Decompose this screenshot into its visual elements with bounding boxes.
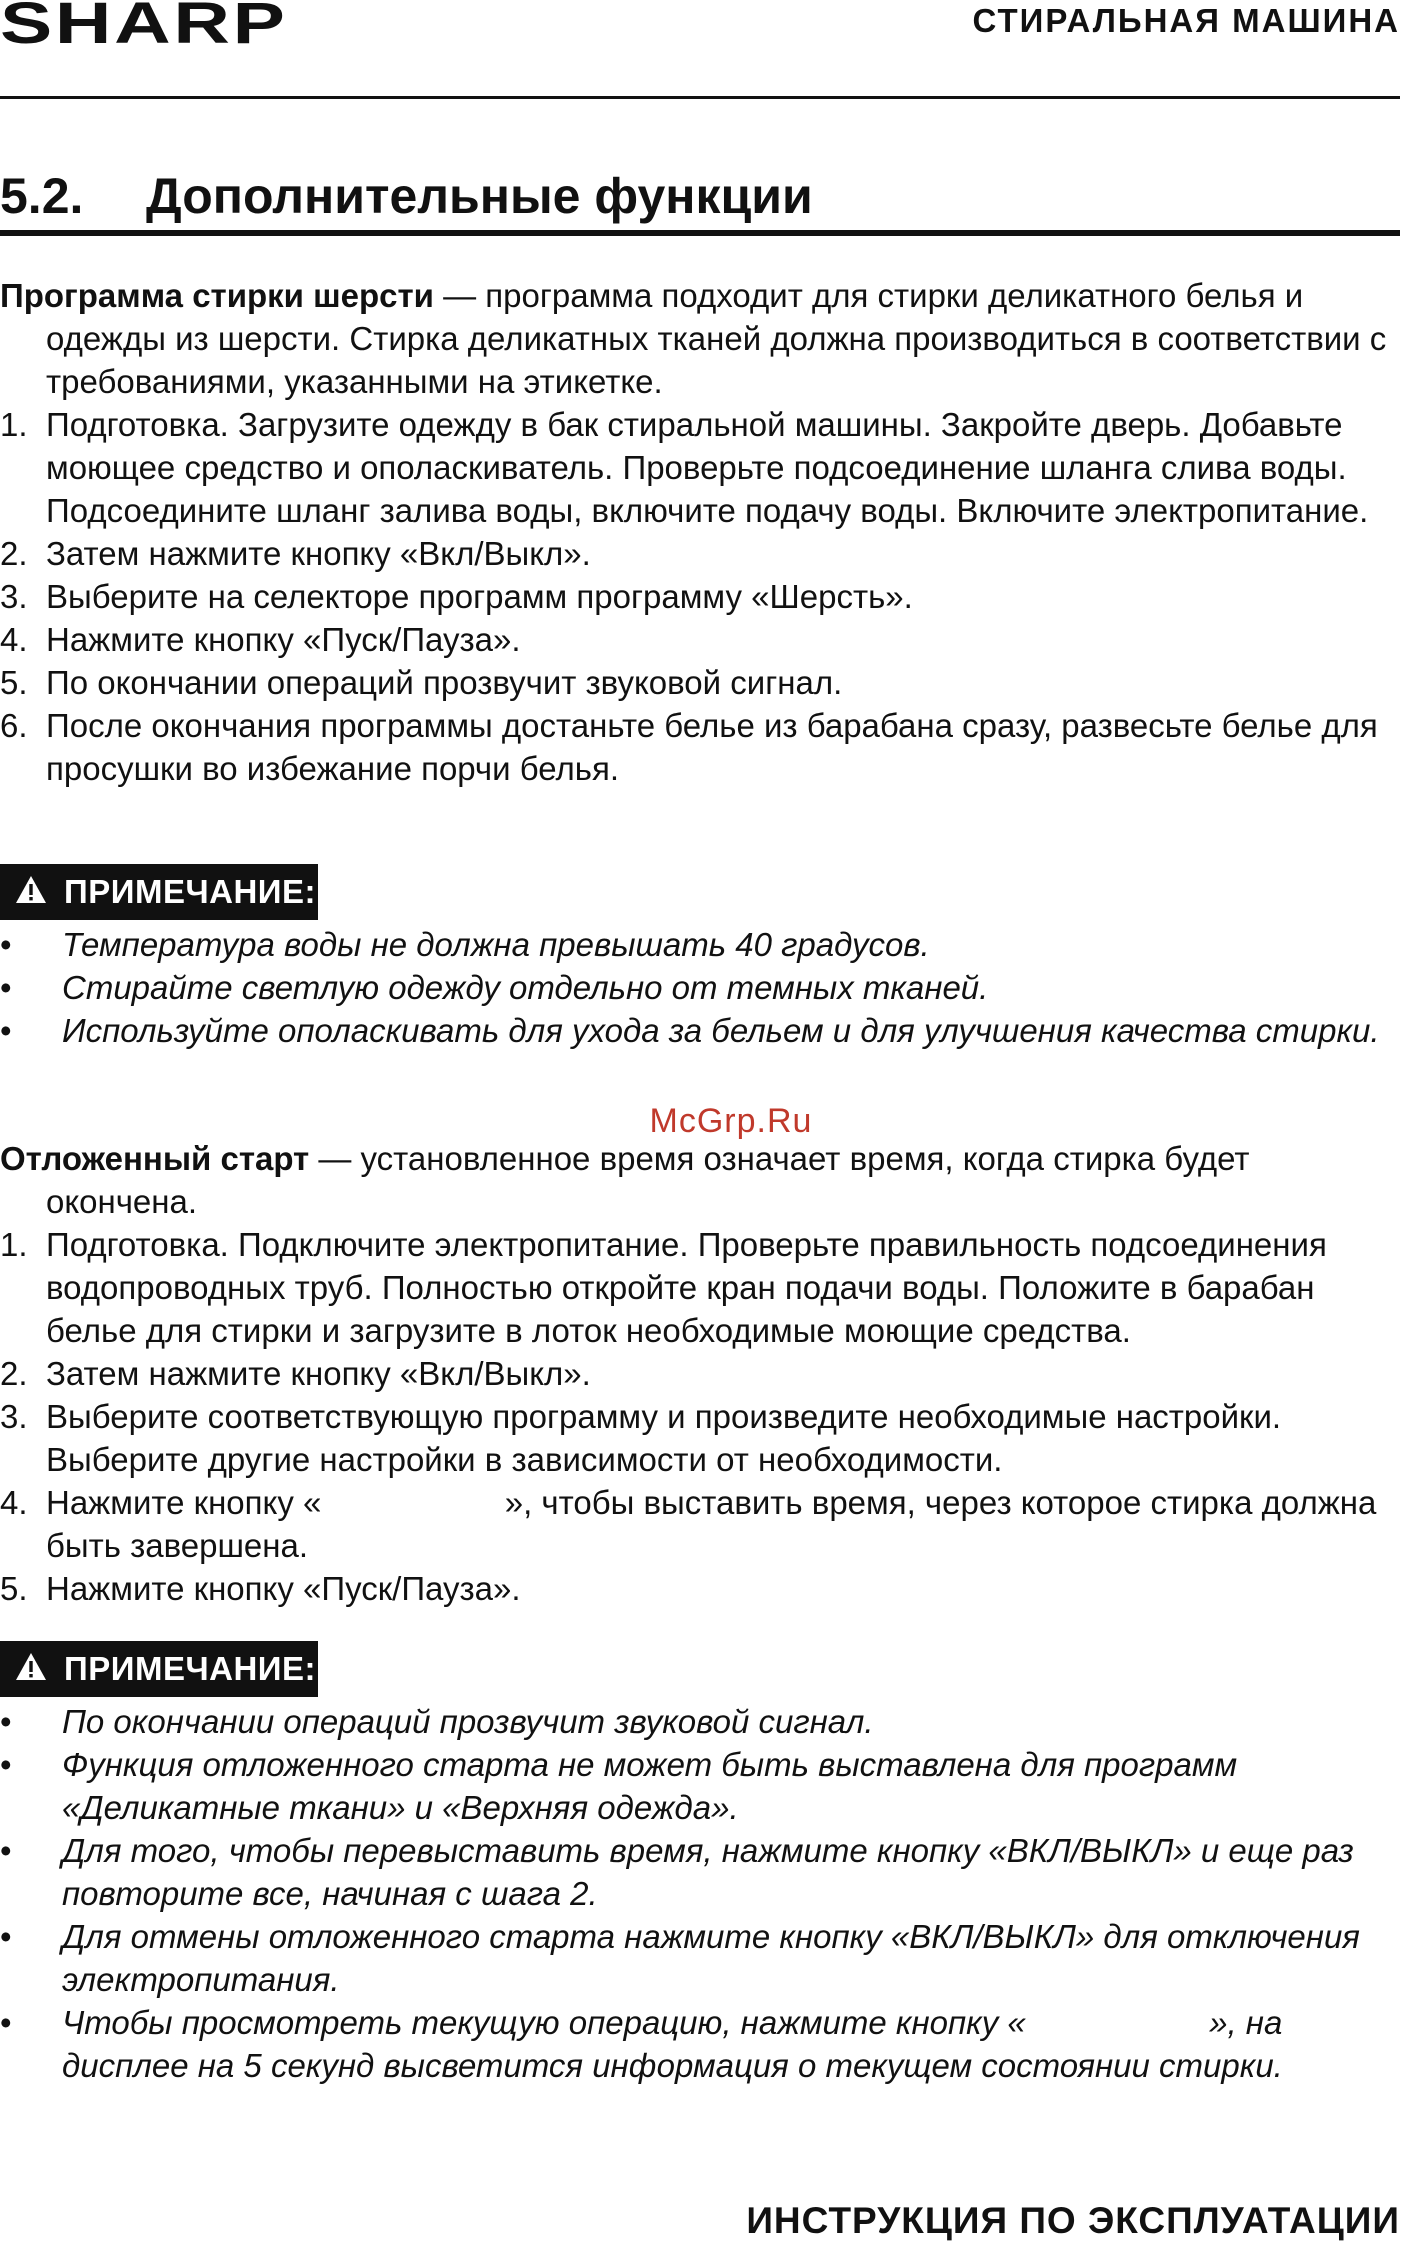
- bullet-icon: •: [0, 1918, 12, 1955]
- bullet-icon: •: [0, 926, 12, 963]
- watermark-text: McGrp.Ru: [649, 1102, 813, 1140]
- section-title: [0, 166, 1400, 236]
- step-text: После окончания программы достаньте белье из барабана сразу, развесьте белье для просушки во избежание порчи белья.: [46, 707, 1387, 787]
- note-text: Для того, чтобы перевыставить время, нажмите кнопку «ВКЛ/ВЫКЛ» и еще раз повторите все, начиная с шага 2.: [62, 1832, 1363, 1912]
- step-text: Подготовка. Подключите электропитание. Проверьте правильность подсоединения водопроводных труб. Полностью откройте кран подачи воды. Положите в барабан белье для стирки и загрузите в лоток необходимые моющие средства.: [46, 1226, 1336, 1349]
- wool-term: Программа стирки шерсти: [0, 277, 434, 314]
- delay-description: — установленное время означает время, когда стирка будет окончена.: [46, 1140, 1250, 1220]
- header-divider: [0, 96, 1400, 99]
- step-item: [0, 1223, 1400, 1352]
- delay-term: Отложенный старт: [0, 1140, 310, 1177]
- step-number: 3.: [0, 578, 28, 615]
- wool-notes: [0, 923, 1400, 1052]
- bullet-icon: •: [0, 2004, 12, 2041]
- note-text: Стирайте светлую одежду отдельно от темных тканей.: [62, 969, 989, 1006]
- note-label: ПРИМЕЧАНИЕ:: [64, 873, 317, 910]
- bullet-icon: •: [0, 1832, 12, 1869]
- step-item: [0, 704, 1400, 790]
- wool-intro: [0, 274, 1400, 403]
- step-number: 4.: [0, 621, 28, 658]
- step-item: [0, 1352, 1400, 1395]
- step-number: 4.: [0, 1484, 28, 1521]
- note-item: [0, 1915, 1400, 2001]
- step-number: 1.: [0, 1226, 28, 1263]
- note-text: Для отмены отложенного старта нажмите кнопку «ВКЛ/ВЫКЛ» для отключения электропитания.: [62, 1918, 1370, 1998]
- step-text: Нажмите кнопку «Пуск/Пауза».: [46, 1570, 521, 1607]
- step-text: Выберите соответствующую программу и произведите необходимые настройки. Выберите другие настройки в зависимости от необходимости.: [46, 1398, 1291, 1478]
- document-type-heading: СТИРАЛЬНАЯ МАШИНА: [972, 2, 1400, 39]
- brand-logo: SHARP: [0, 0, 288, 56]
- note-text: Используйте ополаскивать для ухода за бельем и для улучшения качества стирки.: [62, 1012, 1380, 1049]
- step-text: Нажмите кнопку «Пуск/Пауза».: [46, 621, 521, 658]
- step-number: 5.: [0, 664, 28, 701]
- note-item: [0, 2001, 1400, 2087]
- step-number: 6.: [0, 707, 28, 744]
- step-item: [0, 1395, 1400, 1481]
- delay-steps: [0, 1223, 1400, 1610]
- step-text: Затем нажмите кнопку «Вкл/Выкл».: [46, 535, 591, 572]
- bullet-icon: •: [0, 1703, 12, 1740]
- warning-icon: [14, 874, 48, 906]
- wool-steps: [0, 403, 1400, 790]
- warning-icon: [14, 1651, 48, 1683]
- note-item: [0, 966, 1400, 1009]
- wool-note-badge: [0, 864, 318, 920]
- delay-note-badge: [0, 1641, 318, 1697]
- step-item: [0, 618, 1400, 661]
- note-item: [0, 923, 1400, 966]
- note-text: По окончании операций прозвучит звуковой сигнал.: [62, 1703, 874, 1740]
- step-number: 5.: [0, 1570, 28, 1607]
- step-text: Затем нажмите кнопку «Вкл/Выкл».: [46, 1355, 591, 1392]
- note-text: Чтобы просмотреть текущую операцию, нажмите кнопку « », на дисплее на 5 секунд высветится информация о текущем состоянии стирки.: [62, 2004, 1292, 2084]
- step-number: 3.: [0, 1398, 28, 1435]
- step-item: [0, 1567, 1400, 1610]
- step-text: Нажмите кнопку « », чтобы выставить время, через которое стирка должна быть завершена.: [46, 1484, 1386, 1564]
- bullet-icon: •: [0, 1012, 12, 1049]
- step-item: [0, 575, 1400, 618]
- bullet-icon: •: [0, 969, 12, 1006]
- step-text: По окончании операций прозвучит звуковой сигнал.: [46, 664, 843, 701]
- delay-notes: [0, 1700, 1400, 2087]
- note-item: [0, 1700, 1400, 1743]
- step-text: Подготовка. Загрузите одежду в бак стиральной машины. Закройте дверь. Добавьте моющее средство и ополаскиватель. Проверьте подсоединение шланга слива воды. Подсоедините шланг залива воды, включите подачу воды. Включите электропитание.: [46, 406, 1369, 529]
- note-item: [0, 1009, 1400, 1052]
- step-number: 2.: [0, 535, 28, 572]
- section-number: 5.2.: [0, 168, 84, 224]
- step-text: Выберите на селекторе программ программу «Шерсть».: [46, 578, 913, 615]
- note-label: ПРИМЕЧАНИЕ:: [64, 1650, 317, 1687]
- step-item: [0, 532, 1400, 575]
- delay-intro: [0, 1137, 1400, 1223]
- note-item: [0, 1829, 1400, 1915]
- step-item: [0, 403, 1400, 532]
- step-number: 1.: [0, 406, 28, 443]
- note-text: Функция отложенного старта не может быть выставлена для программ «Деликатные ткани» и «Верхняя одежда».: [62, 1746, 1247, 1826]
- section-heading: Дополнительные функции: [146, 168, 813, 224]
- wool-description: — программа подходит для стирки деликатного белья и одежды из шерсти. Стирка деликатных тканей должна производиться в соответствии с требованиями, указанными на этикетке.: [46, 277, 1387, 400]
- step-item: [0, 1481, 1400, 1567]
- note-text: Температура воды не должна превышать 40 градусов.: [62, 926, 930, 963]
- note-item: [0, 1743, 1400, 1829]
- step-number: 2.: [0, 1355, 28, 1392]
- step-item: [0, 661, 1400, 704]
- footer-title: ИНСТРУКЦИЯ ПО ЭКСПЛУАТАЦИИ: [746, 2200, 1400, 2241]
- bullet-icon: •: [0, 1746, 12, 1783]
